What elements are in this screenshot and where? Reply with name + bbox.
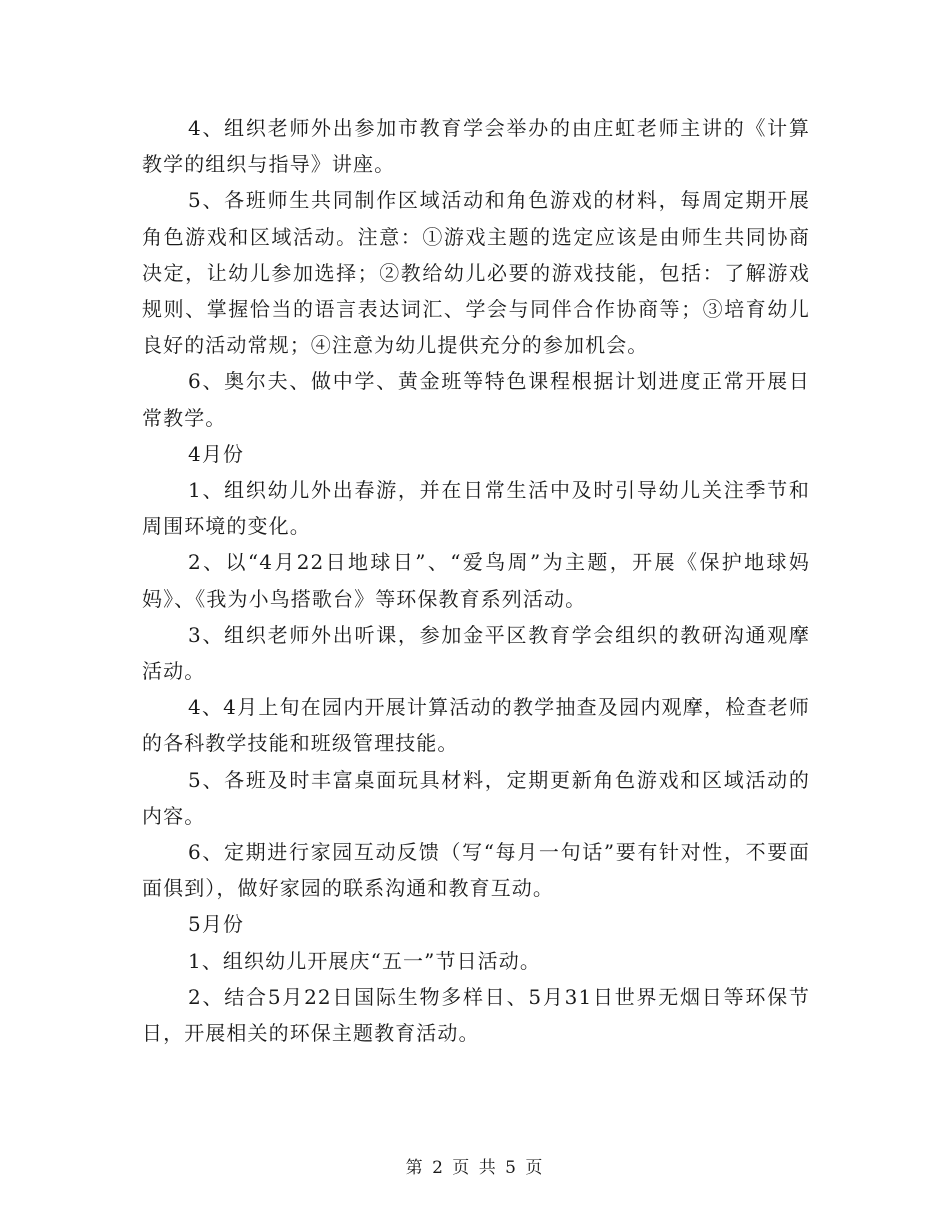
paragraph-april-4: 4、4月上旬在园内开展计算活动的教学抽查及园内观摩，检查老师的各科教学技能和班级管理技能。 (142, 695, 810, 756)
page-number-footer: 第 2 页 共 5 页 (405, 1158, 545, 1178)
paragraph-may-1: 1、组织幼儿开展庆“五一”节日活动。 (188, 948, 541, 973)
paragraph-april-2: 2、以“4月22日地球日”、“爱鸟周”为主题，开展《保护地球妈妈》、《我为小鸟搭歌台》等环保教育系列活动。 (142, 550, 810, 611)
paragraph-item-4-lecture: 4、组织老师外出参加市教育学会举办的由庄虹老师主讲的《计算教学的组织与指导》讲座。 (142, 116, 810, 177)
paragraph-item-5-role-play: 5、各班师生共同制作区域活动和角色游戏的材料，每周定期开展角色游戏和区域活动。注意：①游戏主题的选定应该是由师生共同协商决定，让幼儿参加选择；②教给幼儿必要的游戏技能，包括：了解游戏规则、掌握恰当的语言表达词汇、学会与同伴合作协商等；③培育幼儿良好的活动常规；④注意为幼儿提供充分的参加机会。 (142, 188, 810, 358)
paragraph-april-1: 1、组织幼儿外出春游，并在日常生活中及时引导幼儿关注季节和周围环境的变化。 (142, 478, 810, 539)
paragraph-april-5: 5、各班及时丰富桌面玩具材料，定期更新角色游戏和区域活动的内容。 (142, 767, 810, 828)
paragraph-april-3: 3、组织老师外出听课，参加金平区教育学会组织的教研沟通观摩活动。 (142, 622, 810, 684)
paragraph-april-6: 6、定期进行家园互动反馈（写“每月一句话”要有针对性，不要面面俱到），做好家园的联系沟通和教育互动。 (142, 840, 810, 901)
section-heading-april: 4月份 (188, 441, 245, 466)
document-body (142, 110, 810, 1051)
paragraph-item-6-special-courses: 6、奥尔夫、做中学、黄金班等特色课程根据计划进度正常开展日常教学。 (142, 369, 810, 430)
paragraph-may-2: 2、结合5月22日国际生物多样日、5月31日世界无烟日等环保节日，开展相关的环保主题教育活动。 (142, 984, 810, 1046)
section-heading-may: 5月份 (188, 912, 245, 937)
